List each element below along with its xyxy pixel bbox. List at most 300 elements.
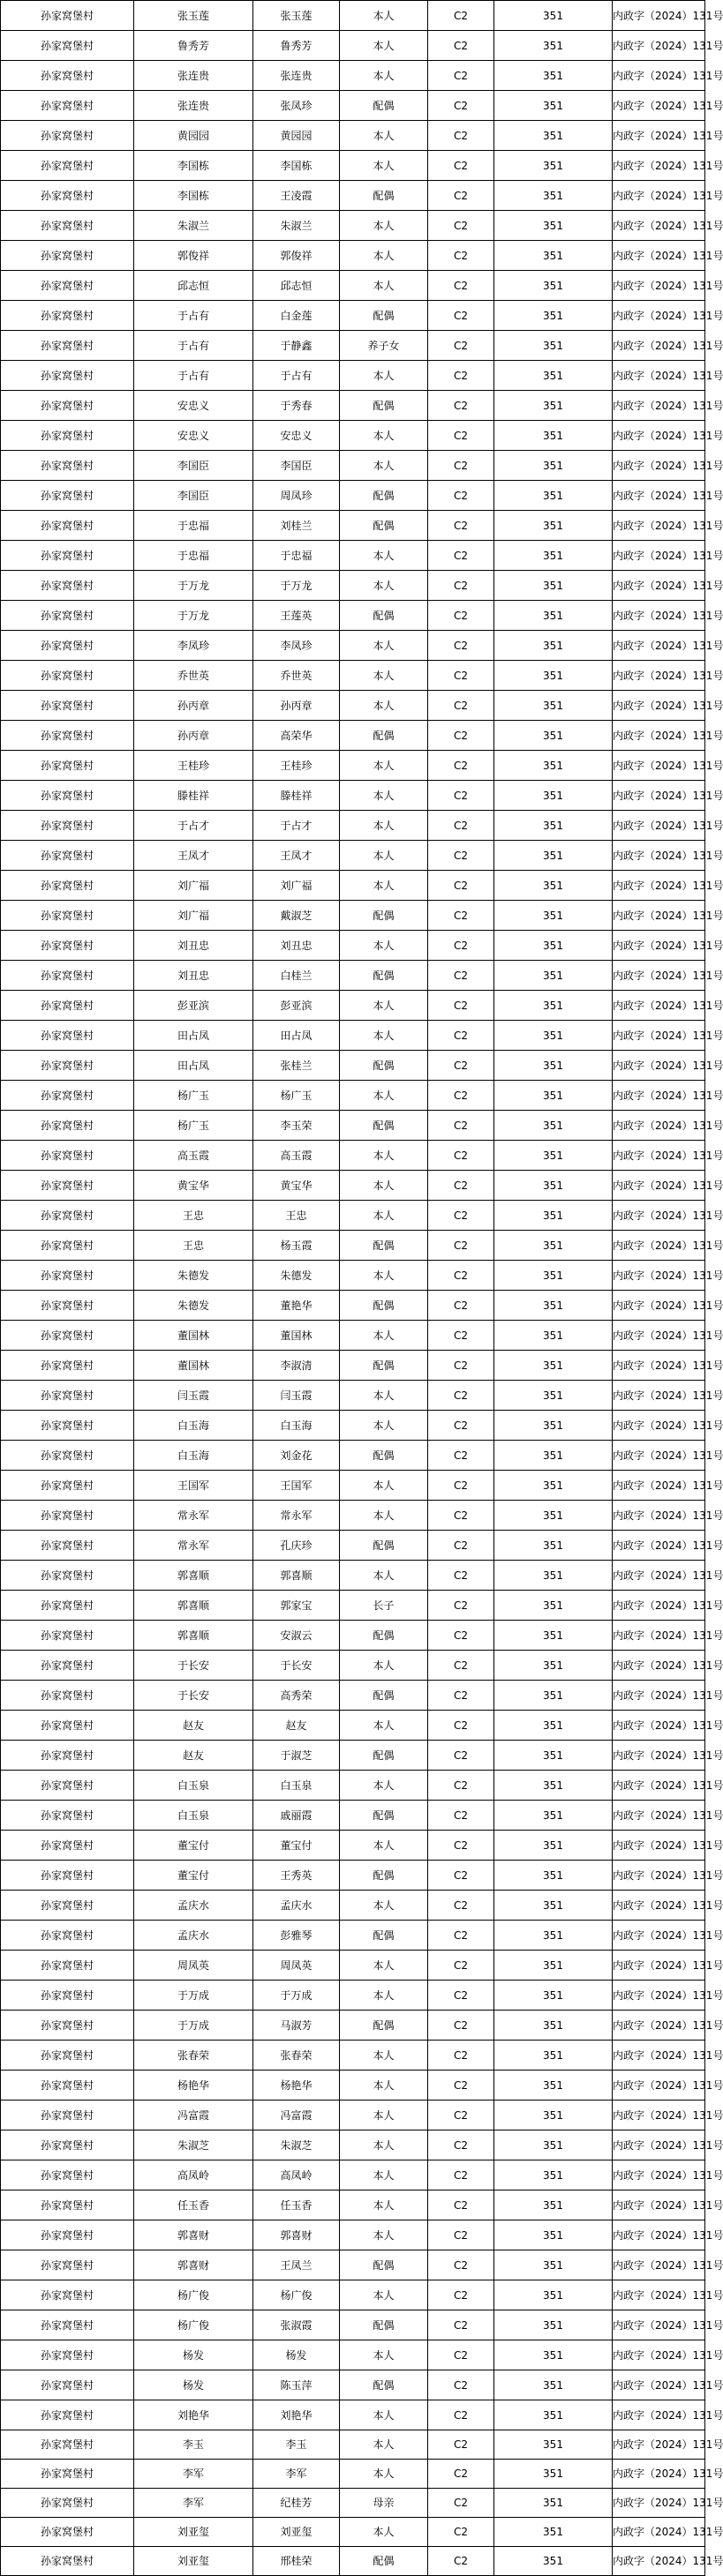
head-of-household-cell: 张连贵	[134, 61, 253, 91]
relation-cell: 配偶	[340, 1351, 428, 1381]
document-number-cell: 内政字（2024）131号	[613, 1441, 705, 1471]
document-number-cell: 内政字（2024）131号	[613, 2310, 705, 2340]
table-row	[1, 1291, 705, 1321]
village-cell: 孙家窝堡村	[1, 481, 134, 511]
category-cell: C2	[428, 751, 494, 781]
amount-cell: 351	[494, 421, 613, 451]
table-row	[1, 631, 705, 661]
document-number-cell: 内政字（2024）131号	[613, 1771, 705, 1801]
category-cell: C2	[428, 691, 494, 721]
document-number-cell: 内政字（2024）131号	[613, 1591, 705, 1621]
amount-cell: 351	[494, 2370, 613, 2400]
head-of-household-cell: 董宝付	[134, 1831, 253, 1861]
village-cell: 孙家窝堡村	[1, 421, 134, 451]
head-of-household-cell: 冯富霞	[134, 2100, 253, 2130]
member-name-cell: 于静鑫	[253, 331, 340, 361]
document-number-cell: 内政字（2024）131号	[613, 1171, 705, 1201]
member-name-cell: 彭雅琴	[253, 1921, 340, 1951]
table-row	[1, 571, 705, 601]
document-number-cell: 内政字（2024）131号	[613, 2400, 705, 2430]
relation-cell: 本人	[340, 1321, 428, 1351]
document-number-cell: 内政字（2024）131号	[613, 1381, 705, 1411]
document-number-cell: 内政字（2024）131号	[613, 2460, 705, 2489]
village-cell: 孙家窝堡村	[1, 1051, 134, 1081]
relation-cell: 配偶	[340, 1111, 428, 1141]
village-cell: 孙家窝堡村	[1, 2100, 134, 2130]
amount-cell: 351	[494, 1021, 613, 1051]
member-name-cell: 安淑云	[253, 1621, 340, 1651]
head-of-household-cell: 乔世英	[134, 661, 253, 691]
village-cell: 孙家窝堡村	[1, 2041, 134, 2071]
table-row	[1, 2011, 705, 2041]
head-of-household-cell: 于占有	[134, 331, 253, 361]
document-number-cell: 内政字（2024）131号	[613, 2130, 705, 2160]
village-cell: 孙家窝堡村	[1, 2071, 134, 2100]
village-cell: 孙家窝堡村	[1, 661, 134, 691]
amount-cell: 351	[494, 1921, 613, 1951]
head-of-household-cell: 于万成	[134, 1981, 253, 2011]
document-number-cell: 内政字（2024）131号	[613, 2011, 705, 2041]
head-of-household-cell: 于长安	[134, 1681, 253, 1711]
village-cell: 孙家窝堡村	[1, 871, 134, 901]
relation-cell: 本人	[340, 451, 428, 481]
head-of-household-cell: 高玉霞	[134, 1141, 253, 1171]
village-cell: 孙家窝堡村	[1, 91, 134, 121]
amount-cell: 351	[494, 1771, 613, 1801]
village-cell: 孙家窝堡村	[1, 2400, 134, 2430]
head-of-household-cell: 李国臣	[134, 451, 253, 481]
relation-cell: 配偶	[340, 2011, 428, 2041]
relation-cell: 长子	[340, 1591, 428, 1621]
document-number-cell: 内政字（2024）131号	[613, 511, 705, 541]
amount-cell: 351	[494, 391, 613, 421]
head-of-household-cell: 于长安	[134, 1651, 253, 1681]
village-cell: 孙家窝堡村	[1, 2280, 134, 2310]
relation-cell: 本人	[340, 781, 428, 811]
member-name-cell: 任玉香	[253, 2190, 340, 2220]
document-number-cell: 内政字（2024）131号	[613, 1051, 705, 1081]
relation-cell: 本人	[340, 1261, 428, 1291]
head-of-household-cell: 张玉莲	[134, 1, 253, 31]
relation-cell: 本人	[340, 2220, 428, 2250]
document-number-cell: 内政字（2024）131号	[613, 1, 705, 31]
amount-cell: 351	[494, 91, 613, 121]
relation-cell: 本人	[340, 31, 428, 61]
head-of-household-cell: 孙丙章	[134, 721, 253, 751]
head-of-household-cell: 郭俊祥	[134, 241, 253, 271]
relation-cell: 本人	[340, 2400, 428, 2430]
amount-cell: 351	[494, 511, 613, 541]
category-cell: C2	[428, 361, 494, 391]
village-cell: 孙家窝堡村	[1, 1, 134, 31]
document-number-cell: 内政字（2024）131号	[613, 961, 705, 991]
member-name-cell: 滕桂祥	[253, 781, 340, 811]
table-row	[1, 721, 705, 751]
village-cell: 孙家窝堡村	[1, 1321, 134, 1351]
head-of-household-cell: 张连贵	[134, 91, 253, 121]
amount-cell: 351	[494, 2460, 613, 2489]
amount-cell: 351	[494, 1981, 613, 2011]
head-of-household-cell: 刘丑忠	[134, 961, 253, 991]
village-cell: 孙家窝堡村	[1, 1171, 134, 1201]
member-name-cell: 李玉荣	[253, 1111, 340, 1141]
relation-cell: 本人	[340, 151, 428, 181]
table-row	[1, 2100, 705, 2130]
village-cell: 孙家窝堡村	[1, 1621, 134, 1651]
village-cell: 孙家窝堡村	[1, 2310, 134, 2340]
head-of-household-cell: 刘广福	[134, 901, 253, 931]
table-row	[1, 361, 705, 391]
amount-cell: 351	[494, 211, 613, 241]
relation-cell: 本人	[340, 571, 428, 601]
head-of-household-cell: 杨广玉	[134, 1111, 253, 1141]
table-row	[1, 1861, 705, 1891]
village-cell: 孙家窝堡村	[1, 751, 134, 781]
member-name-cell: 闫玉霞	[253, 1381, 340, 1411]
head-of-household-cell: 高凤岭	[134, 2160, 253, 2190]
relation-cell: 配偶	[340, 481, 428, 511]
relation-cell: 配偶	[340, 391, 428, 421]
relation-cell: 配偶	[340, 2370, 428, 2400]
table-row	[1, 1891, 705, 1921]
relation-cell: 本人	[340, 211, 428, 241]
member-name-cell: 彭亚滨	[253, 991, 340, 1021]
member-name-cell: 张凤珍	[253, 91, 340, 121]
head-of-household-cell: 孙丙章	[134, 691, 253, 721]
village-cell: 孙家窝堡村	[1, 2430, 134, 2460]
head-of-household-cell: 周凤英	[134, 1951, 253, 1981]
relation-cell: 配偶	[340, 1861, 428, 1891]
relation-cell: 本人	[340, 991, 428, 1021]
member-name-cell: 常永军	[253, 1501, 340, 1531]
member-name-cell: 李国臣	[253, 451, 340, 481]
relation-cell: 配偶	[340, 1291, 428, 1321]
village-cell: 孙家窝堡村	[1, 2340, 134, 2370]
amount-cell: 351	[494, 31, 613, 61]
head-of-household-cell: 张春荣	[134, 2041, 253, 2071]
category-cell: C2	[428, 2190, 494, 2220]
table-row	[1, 511, 705, 541]
member-name-cell: 王桂珍	[253, 751, 340, 781]
village-cell: 孙家窝堡村	[1, 1831, 134, 1861]
table-row	[1, 541, 705, 571]
table-row	[1, 1681, 705, 1711]
amount-cell: 351	[494, 2518, 613, 2547]
relation-cell: 本人	[340, 2518, 428, 2547]
relation-cell: 本人	[340, 1501, 428, 1531]
head-of-household-cell: 黄园园	[134, 121, 253, 151]
relation-cell: 配偶	[340, 601, 428, 631]
relation-cell: 本人	[340, 2460, 428, 2489]
document-number-cell: 内政字（2024）131号	[613, 421, 705, 451]
member-name-cell: 董艳华	[253, 1291, 340, 1321]
amount-cell: 351	[494, 241, 613, 271]
head-of-household-cell: 朱淑芝	[134, 2130, 253, 2160]
category-cell: C2	[428, 451, 494, 481]
table-row	[1, 2400, 705, 2430]
amount-cell: 351	[494, 2250, 613, 2280]
head-of-household-cell: 鲁秀芳	[134, 31, 253, 61]
amount-cell: 351	[494, 1801, 613, 1831]
document-number-cell: 内政字（2024）131号	[613, 1861, 705, 1891]
head-of-household-cell: 杨发	[134, 2340, 253, 2370]
category-cell: C2	[428, 2160, 494, 2190]
village-cell: 孙家窝堡村	[1, 571, 134, 601]
relation-cell: 配偶	[340, 1441, 428, 1471]
category-cell: C2	[428, 991, 494, 1021]
amount-cell: 351	[494, 871, 613, 901]
member-name-cell: 黄宝华	[253, 1171, 340, 1201]
document-number-cell: 内政字（2024）131号	[613, 901, 705, 931]
document-number-cell: 内政字（2024）131号	[613, 751, 705, 781]
head-of-household-cell: 李军	[134, 2489, 253, 2518]
table-row	[1, 181, 705, 211]
document-number-cell: 内政字（2024）131号	[613, 271, 705, 301]
relation-cell: 配偶	[340, 721, 428, 751]
document-number-cell: 内政字（2024）131号	[613, 2250, 705, 2280]
member-name-cell: 朱淑芝	[253, 2130, 340, 2160]
table-row	[1, 901, 705, 931]
relation-cell: 配偶	[340, 91, 428, 121]
member-name-cell: 周凤珍	[253, 481, 340, 511]
amount-cell: 351	[494, 1861, 613, 1891]
table-row	[1, 481, 705, 511]
category-cell: C2	[428, 841, 494, 871]
category-cell: C2	[428, 1981, 494, 2011]
category-cell: C2	[428, 1381, 494, 1411]
village-cell: 孙家窝堡村	[1, 151, 134, 181]
amount-cell: 351	[494, 1741, 613, 1771]
amount-cell: 351	[494, 481, 613, 511]
village-cell: 孙家窝堡村	[1, 301, 134, 331]
member-name-cell: 白桂兰	[253, 961, 340, 991]
relation-cell: 配偶	[340, 1051, 428, 1081]
document-number-cell: 内政字（2024）131号	[613, 1921, 705, 1951]
member-name-cell: 安忠义	[253, 421, 340, 451]
amount-cell: 351	[494, 1831, 613, 1861]
member-name-cell: 董宝付	[253, 1831, 340, 1861]
relation-cell: 本人	[340, 1891, 428, 1921]
member-name-cell: 郭喜财	[253, 2220, 340, 2250]
amount-cell: 351	[494, 2280, 613, 2310]
member-name-cell: 王忠	[253, 1201, 340, 1231]
document-number-cell: 内政字（2024）131号	[613, 2041, 705, 2071]
member-name-cell: 王凤才	[253, 841, 340, 871]
village-cell: 孙家窝堡村	[1, 1291, 134, 1321]
village-cell: 孙家窝堡村	[1, 181, 134, 211]
village-cell: 孙家窝堡村	[1, 1231, 134, 1261]
document-number-cell: 内政字（2024）131号	[613, 661, 705, 691]
document-number-cell: 内政字（2024）131号	[613, 1141, 705, 1171]
member-name-cell: 董国林	[253, 1321, 340, 1351]
amount-cell: 351	[494, 1471, 613, 1501]
member-name-cell: 刘丑忠	[253, 931, 340, 961]
category-cell: C2	[428, 2518, 494, 2547]
amount-cell: 351	[494, 1891, 613, 1921]
table-row	[1, 1, 705, 31]
member-name-cell: 于秀春	[253, 391, 340, 421]
head-of-household-cell: 彭亚滨	[134, 991, 253, 1021]
category-cell: C2	[428, 211, 494, 241]
relation-cell: 本人	[340, 931, 428, 961]
category-cell: C2	[428, 2430, 494, 2460]
category-cell: C2	[428, 2340, 494, 2370]
amount-cell: 351	[494, 991, 613, 1021]
amount-cell: 351	[494, 2071, 613, 2100]
category-cell: C2	[428, 1441, 494, 1471]
document-number-cell: 内政字（2024）131号	[613, 2430, 705, 2460]
member-name-cell: 张淑霞	[253, 2310, 340, 2340]
member-name-cell: 李国栋	[253, 151, 340, 181]
member-name-cell: 黄园园	[253, 121, 340, 151]
village-cell: 孙家窝堡村	[1, 841, 134, 871]
table-row	[1, 1741, 705, 1771]
document-number-cell: 内政字（2024）131号	[613, 2489, 705, 2518]
relation-cell: 本人	[340, 811, 428, 841]
head-of-household-cell: 杨发	[134, 2370, 253, 2400]
table-row	[1, 1621, 705, 1651]
member-name-cell: 田占凤	[253, 1021, 340, 1051]
document-number-cell: 内政字（2024）131号	[613, 331, 705, 361]
village-cell: 孙家窝堡村	[1, 2460, 134, 2489]
category-cell: C2	[428, 1561, 494, 1591]
document-number-cell: 内政字（2024）131号	[613, 1561, 705, 1591]
head-of-household-cell: 李凤珍	[134, 631, 253, 661]
relation-cell: 本人	[340, 1411, 428, 1441]
village-cell: 孙家窝堡村	[1, 2547, 134, 2576]
head-of-household-cell: 田占凤	[134, 1051, 253, 1081]
village-cell: 孙家窝堡村	[1, 901, 134, 931]
amount-cell: 351	[494, 841, 613, 871]
table-row	[1, 1531, 705, 1561]
village-cell: 孙家窝堡村	[1, 1141, 134, 1171]
category-cell: C2	[428, 301, 494, 331]
amount-cell: 351	[494, 2547, 613, 2576]
relation-cell: 本人	[340, 2100, 428, 2130]
amount-cell: 351	[494, 2310, 613, 2340]
table-row	[1, 1711, 705, 1741]
head-of-household-cell: 白玉海	[134, 1411, 253, 1441]
head-of-household-cell: 王桂珍	[134, 751, 253, 781]
amount-cell: 351	[494, 1531, 613, 1561]
village-cell: 孙家窝堡村	[1, 1021, 134, 1051]
relation-cell: 本人	[340, 1381, 428, 1411]
amount-cell: 351	[494, 1321, 613, 1351]
amount-cell: 351	[494, 2340, 613, 2370]
head-of-household-cell: 王忠	[134, 1231, 253, 1261]
member-name-cell: 于万成	[253, 1981, 340, 2011]
relation-cell: 本人	[340, 421, 428, 451]
amount-cell: 351	[494, 661, 613, 691]
head-of-household-cell: 杨广玉	[134, 1081, 253, 1111]
category-cell: C2	[428, 2011, 494, 2041]
village-cell: 孙家窝堡村	[1, 2011, 134, 2041]
document-number-cell: 内政字（2024）131号	[613, 151, 705, 181]
category-cell: C2	[428, 1411, 494, 1441]
document-number-cell: 内政字（2024）131号	[613, 571, 705, 601]
category-cell: C2	[428, 2310, 494, 2340]
member-name-cell: 王凌霞	[253, 181, 340, 211]
category-cell: C2	[428, 2489, 494, 2518]
amount-cell: 351	[494, 1411, 613, 1441]
table-row	[1, 931, 705, 961]
head-of-household-cell: 田占凤	[134, 1021, 253, 1051]
table-row	[1, 2310, 705, 2340]
member-name-cell: 邢桂荣	[253, 2547, 340, 2576]
village-cell: 孙家窝堡村	[1, 1651, 134, 1681]
amount-cell: 351	[494, 2130, 613, 2160]
category-cell: C2	[428, 1831, 494, 1861]
table-row	[1, 1921, 705, 1951]
amount-cell: 351	[494, 2489, 613, 2518]
document-number-cell: 内政字（2024）131号	[613, 31, 705, 61]
member-name-cell: 刘艳华	[253, 2400, 340, 2430]
table-row	[1, 2130, 705, 2160]
relation-cell: 母亲	[340, 2489, 428, 2518]
table-row	[1, 1321, 705, 1351]
member-name-cell: 张玉莲	[253, 1, 340, 31]
document-number-cell: 内政字（2024）131号	[613, 2100, 705, 2130]
table-row	[1, 841, 705, 871]
head-of-household-cell: 刘丑忠	[134, 931, 253, 961]
table-row	[1, 31, 705, 61]
relation-cell: 本人	[340, 661, 428, 691]
relation-cell: 本人	[340, 1711, 428, 1741]
head-of-household-cell: 王凤才	[134, 841, 253, 871]
category-cell: C2	[428, 1741, 494, 1771]
member-name-cell: 赵友	[253, 1711, 340, 1741]
village-cell: 孙家窝堡村	[1, 931, 134, 961]
amount-cell: 351	[494, 1081, 613, 1111]
head-of-household-cell: 朱德发	[134, 1291, 253, 1321]
member-name-cell: 朱淑兰	[253, 211, 340, 241]
category-cell: C2	[428, 121, 494, 151]
category-cell: C2	[428, 931, 494, 961]
table-row	[1, 2160, 705, 2190]
category-cell: C2	[428, 1621, 494, 1651]
document-number-cell: 内政字（2024）131号	[613, 301, 705, 331]
relation-cell: 配偶	[340, 2250, 428, 2280]
table-row	[1, 1411, 705, 1441]
table-row	[1, 1171, 705, 1201]
document-number-cell: 内政字（2024）131号	[613, 61, 705, 91]
member-name-cell: 高荣华	[253, 721, 340, 751]
table-row	[1, 1771, 705, 1801]
amount-cell: 351	[494, 1381, 613, 1411]
head-of-household-cell: 赵友	[134, 1711, 253, 1741]
document-number-cell: 内政字（2024）131号	[613, 1831, 705, 1861]
amount-cell: 351	[494, 361, 613, 391]
document-number-cell: 内政字（2024）131号	[613, 721, 705, 751]
table-row	[1, 2489, 705, 2518]
head-of-household-cell: 郭喜财	[134, 2250, 253, 2280]
category-cell: C2	[428, 601, 494, 631]
table-row	[1, 1081, 705, 1111]
amount-cell: 351	[494, 331, 613, 361]
relation-cell: 配偶	[340, 901, 428, 931]
head-of-household-cell: 董宝付	[134, 1861, 253, 1891]
category-cell: C2	[428, 1291, 494, 1321]
member-name-cell: 张连贵	[253, 61, 340, 91]
member-name-cell: 白玉泉	[253, 1771, 340, 1801]
relation-cell: 本人	[340, 871, 428, 901]
table-row	[1, 1351, 705, 1381]
document-number-cell: 内政字（2024）131号	[613, 1951, 705, 1981]
document-number-cell: 内政字（2024）131号	[613, 2547, 705, 2576]
village-cell: 孙家窝堡村	[1, 1411, 134, 1441]
document-number-cell: 内政字（2024）131号	[613, 931, 705, 961]
member-name-cell: 戚丽霞	[253, 1801, 340, 1831]
